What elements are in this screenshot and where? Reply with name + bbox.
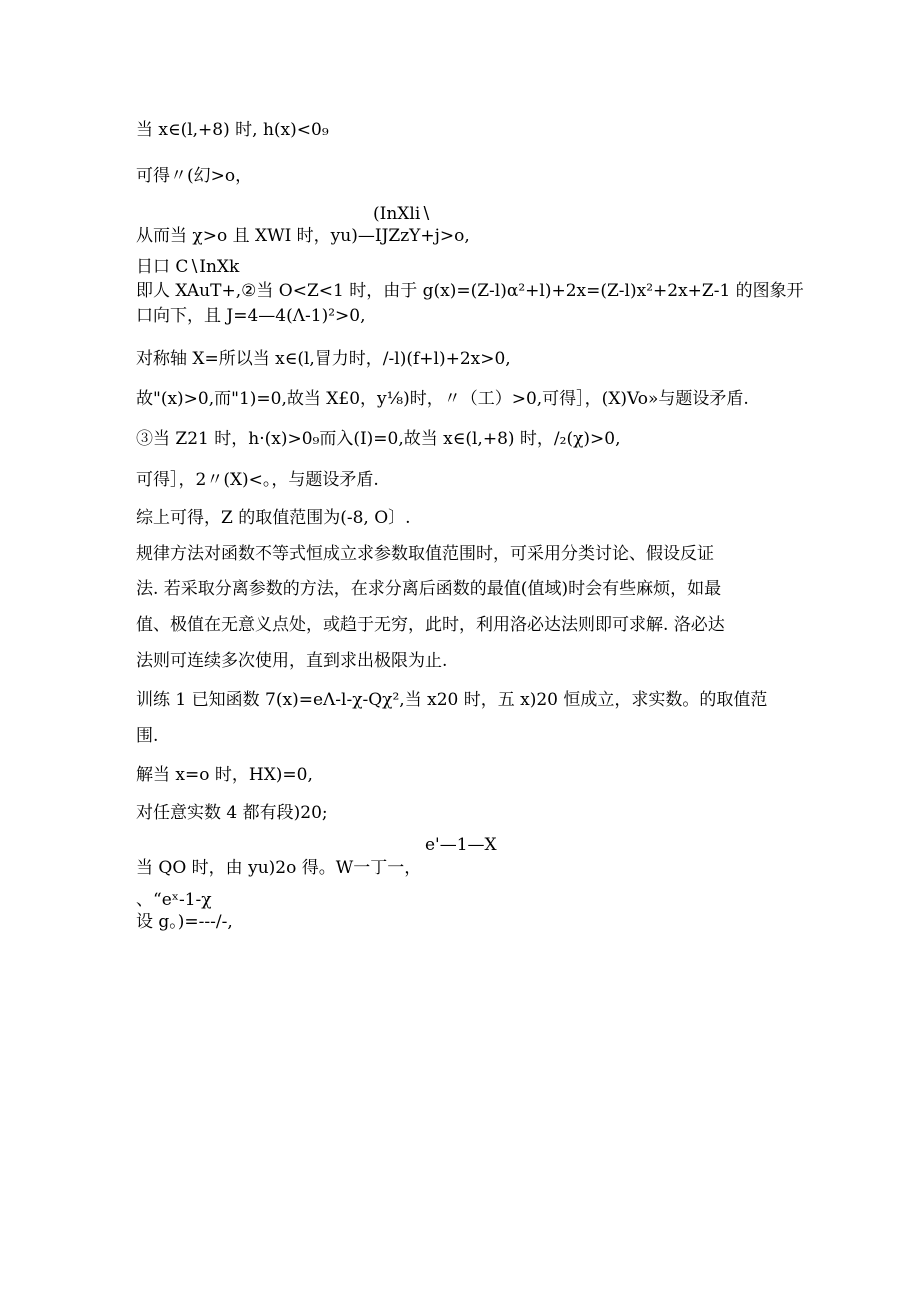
text-line-2: 可得〃(幻>o，	[136, 166, 253, 186]
text-line-8: 故"(x)>0,而"1)=0,故当 X£0，y⅛)时，〃（工）>0,可得］，(X)Vo»与题设矛盾.	[136, 389, 749, 409]
text-line-1: 当 x∈(l,+8) 时, h(x)<0₉	[136, 120, 329, 140]
text-line-5: 即人 XAuT+,②当 O<Z<1 时，由于 g(x)=(Z-l)α²+l)+2x=(Z-l)x²+2x+Z-1 的图象开	[136, 281, 804, 301]
text-line-15: 法则可连续多次使用，直到求出极限为止.	[136, 651, 448, 671]
formula-fragment-2: e'—1—X	[425, 835, 497, 855]
text-line-4: 日口 C∖InXk	[136, 257, 240, 277]
text-line-3: 从而当 χ>o 且 XWI 时，yu)—IJZzY+j>o,	[136, 226, 470, 246]
text-line-16: 训练 1 已知函数 7(x)=eΛ-l-χ-Qχ²,当 x20 时，五 x)20 恒成立，求实数。的取值范	[136, 690, 768, 710]
text-line-11: 综上可得，Z 的取值范围为(-8, O〕.	[136, 508, 411, 528]
text-line-21: 设 g。)=---/-,	[136, 912, 233, 932]
text-line-13: 法. 若采取分离参数的方法，在求分离后函数的最值(值域)时会有些麻烦，如最	[136, 579, 722, 599]
text-line-18: 解当 x=o 时，HX)=0,	[136, 765, 313, 785]
formula-fragment-1: (InXli∖	[373, 204, 432, 224]
text-line-7: 对称轴 X=所以当 x∈(l,冒力时，/-l)(f+l)+2x>0,	[136, 349, 511, 369]
text-line-19: 对任意实数 4 都有段)20;	[136, 803, 328, 823]
text-line-9: ③当 Z21 时，h·(x)>0₉而入(I)=0,故当 x∈(l,+8) 时，/₂(χ)>0,	[136, 429, 621, 449]
text-line-20: 当 QO 时，由 yu)2o 得。W一丁一，	[136, 858, 422, 878]
formula-fragment-3: 、“eˣ-1-χ	[136, 890, 212, 910]
text-line-10: 可得］，2〃(X)<。，与题设矛盾.	[136, 470, 379, 490]
text-line-17: 围.	[136, 726, 159, 746]
text-line-12: 规律方法对函数不等式恒成立求参数取值范围时，可采用分类讨论、假设反证	[136, 544, 714, 564]
text-line-14: 值、极值在无意义点处，或趋于无穷，此时，利用洛必达法则即可求解. 洛必达	[136, 615, 725, 635]
text-line-6: 口向下，且 J=4—4(Λ-1)²>0,	[136, 306, 366, 326]
